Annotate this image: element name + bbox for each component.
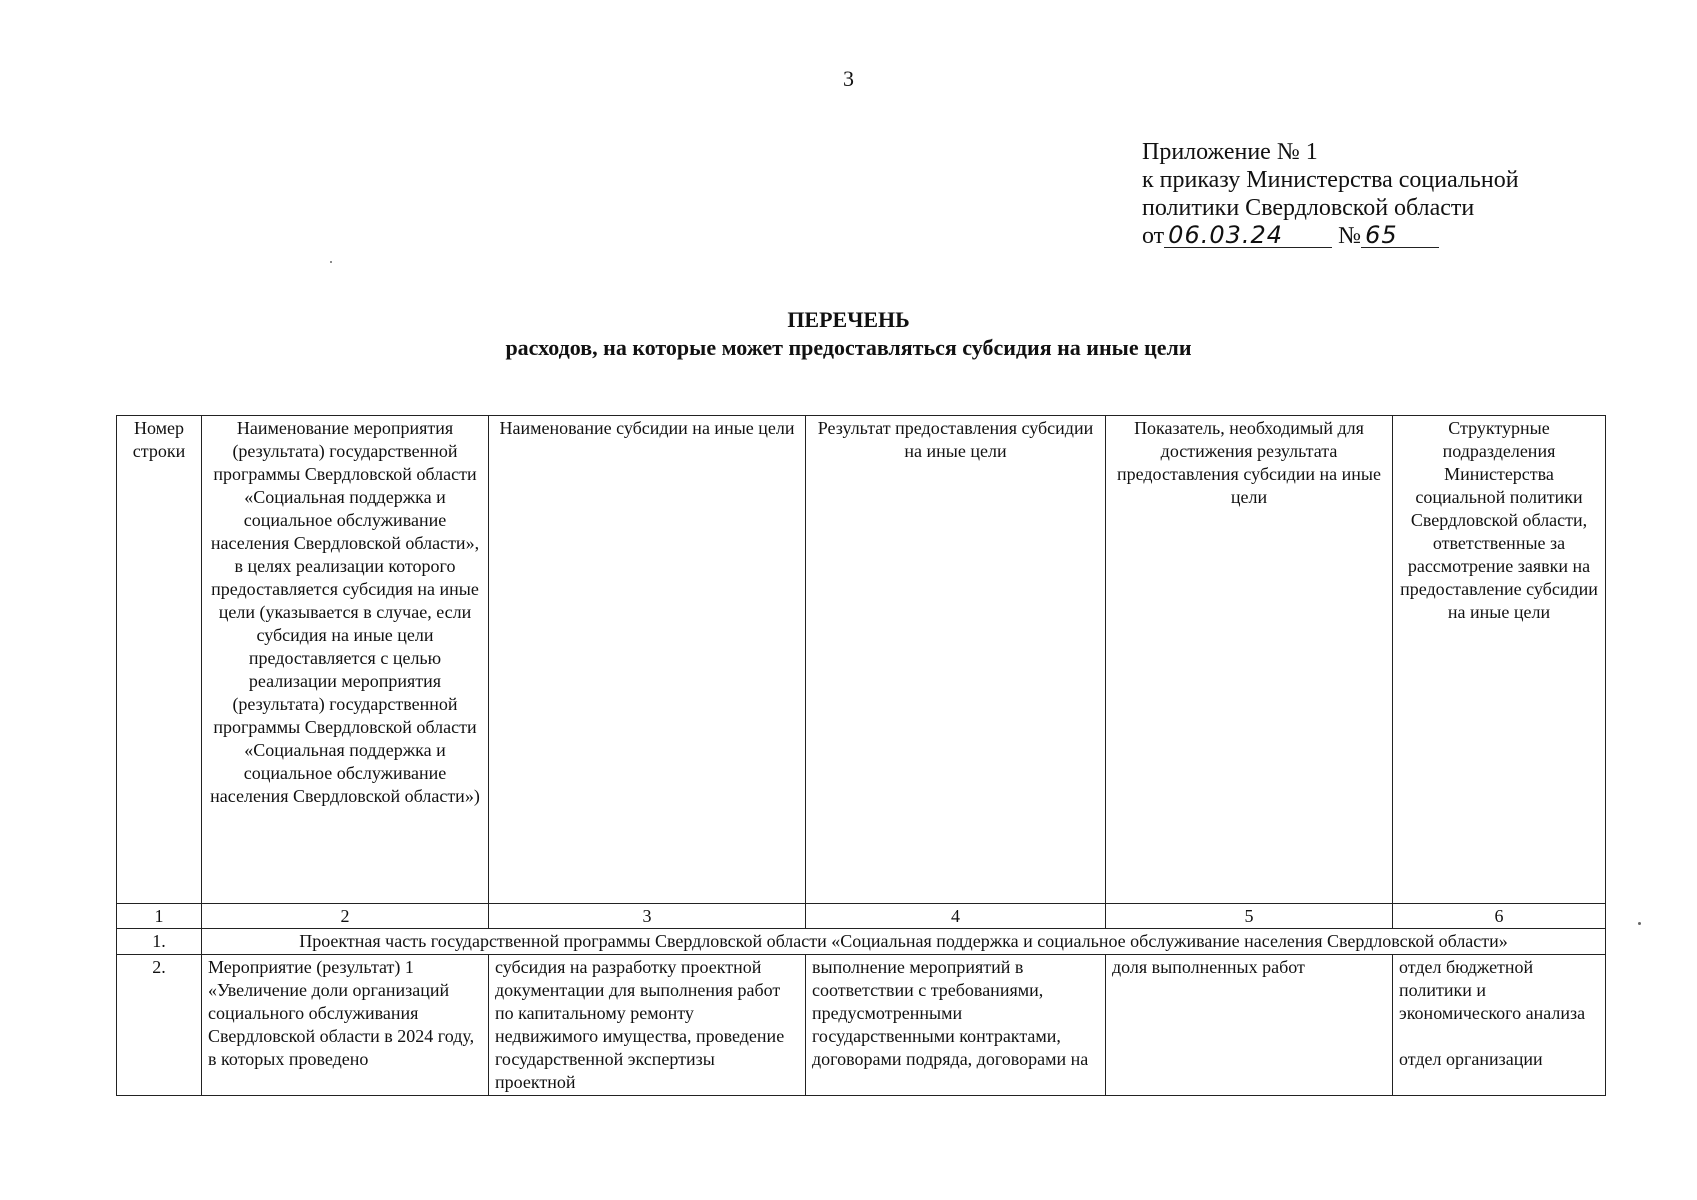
column-number-row bbox=[117, 904, 1606, 929]
event-name-cell: Мероприятие (результат) 1 «Увеличение доли организаций социального обслуживания Свердловской области в 2024 году, в которых проведено bbox=[202, 955, 489, 1096]
document-title: ПЕРЕЧЕНЬ bbox=[787, 307, 910, 332]
scan-speck bbox=[330, 261, 332, 263]
table-header-row bbox=[117, 416, 1606, 904]
header-responsible-units: Структурные подразделения Министерства социальной политики Свердловской области, ответственные за рассмотрение заявки на предоставление субсидии на иные цели bbox=[1393, 416, 1606, 904]
column-number: 4 bbox=[806, 904, 1106, 929]
column-number: 3 bbox=[489, 904, 806, 929]
header-row-number: Номер строки bbox=[117, 416, 202, 904]
table-row bbox=[117, 955, 1606, 1096]
document-subtitle: расходов, на которые может предоставляться субсидия на иные цели bbox=[505, 335, 1192, 360]
indicator-cell: доля выполненных работ bbox=[1106, 955, 1393, 1096]
subsidy-name-cell: субсидия на разработку проектной документации для выполнения работ по капитальному ремонту недвижимого имущества, проведение государственной экспертизы проектной bbox=[489, 955, 806, 1096]
from-prefix: от bbox=[1142, 223, 1165, 249]
responsible-unit: отдел организации bbox=[1399, 1049, 1543, 1069]
appendix-line-3: политики Свердловской области bbox=[1142, 195, 1475, 221]
appendix-date-line bbox=[1142, 222, 1519, 250]
section-row bbox=[117, 929, 1606, 955]
section-row-number: 1. bbox=[117, 929, 202, 955]
column-number: 1 bbox=[117, 904, 202, 929]
header-indicator: Показатель, необходимый для достижения результата предоставления субсидии на иные цели bbox=[1106, 416, 1393, 904]
responsible-unit: отдел бюджетной политики и экономического анализа bbox=[1399, 957, 1586, 1023]
appendix-line-1: Приложение № 1 bbox=[1142, 139, 1318, 165]
header-event-name: Наименование мероприятия (результата) государственной программы Свердловской области «Социальная поддержка и социальное обслуживание населения Свердловской области», в целях реализации которого предоставляется субсидия на иные цели (указывается в случае, если субсидия на иные цели предоставляется с целью реализации мероприятия (результата) государственной программы Свердловской области «Социальная поддержка и социальное обслуживание населения Свердловской области») bbox=[202, 416, 489, 904]
header-subsidy-result: Результат предоставления субсидии на иные цели bbox=[806, 416, 1106, 904]
responsible-units-cell bbox=[1393, 955, 1606, 1096]
scan-speck bbox=[1638, 922, 1641, 925]
header-subsidy-name: Наименование субсидии на иные цели bbox=[489, 416, 806, 904]
row-number: 2. bbox=[117, 955, 202, 1096]
handwritten-number: 65 bbox=[1361, 223, 1439, 248]
column-number: 2 bbox=[202, 904, 489, 929]
page-number: 3 bbox=[843, 66, 854, 91]
appendix-block bbox=[1142, 138, 1519, 250]
column-number: 5 bbox=[1106, 904, 1393, 929]
handwritten-date: 06.03.24 bbox=[1164, 223, 1332, 248]
subsidy-result-cell: выполнение мероприятий в соответствии с требованиями, предусмотренными государственными контрактами, договорами подряда, договорами на bbox=[806, 955, 1106, 1096]
appendix-line-2: к приказу Министерства социальной bbox=[1142, 167, 1519, 193]
column-number: 6 bbox=[1393, 904, 1606, 929]
number-prefix: № bbox=[1338, 223, 1362, 249]
expenses-table bbox=[116, 415, 1606, 1096]
section-row-text: Проектная часть государственной программы Свердловской области «Социальная поддержка и социальное обслуживание населения Свердловской области» bbox=[202, 929, 1606, 955]
